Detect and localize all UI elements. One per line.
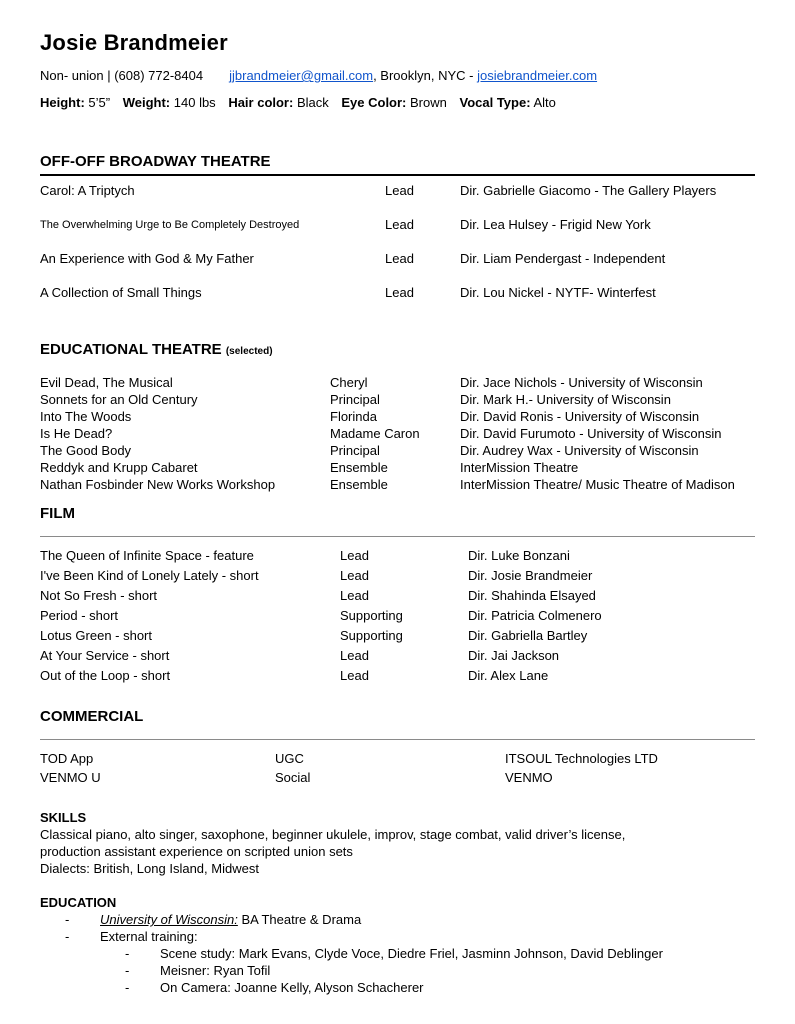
commercial-credits (40, 749, 755, 787)
director: Dir. Gabrielle Giacomo - The Gallery Players (460, 183, 717, 198)
stat-height: Height: 5’5” (40, 95, 111, 110)
credit-row (40, 626, 755, 646)
role: Principal (330, 443, 380, 458)
offoff-broadway-heading: OFF-OFF BROADWAY THEATRE (40, 153, 755, 176)
commercial-type: Social (275, 770, 311, 785)
stat-vocal-type: Vocal Type: Alto (459, 95, 556, 110)
production-title: The Queen of Infinite Space - feature (40, 548, 254, 563)
role: Cheryl (330, 375, 368, 390)
stats-line (40, 95, 755, 111)
credit-row (40, 251, 755, 267)
director: Dir. Gabriella Bartley (468, 628, 588, 643)
director: Dir. Lou Nickel - NYTF- Winterfest (460, 285, 656, 300)
skills-dialects-line: Dialects: British, Long Island, Midwest (40, 861, 259, 876)
film-credits (40, 546, 755, 686)
credit-row (40, 391, 755, 408)
film-heading: FILM (40, 505, 75, 522)
role: Lead (385, 251, 414, 266)
production-title: Sonnets for an Old Century (40, 392, 198, 407)
role: Principal (330, 392, 380, 407)
role: Lead (385, 285, 414, 300)
commercial-company: VENMO (505, 770, 553, 785)
section-commercial (40, 708, 755, 787)
skills-heading: SKILLS (40, 810, 87, 825)
production-title: Nathan Fosbinder New Works Workshop (40, 477, 276, 492)
director: Dir. Liam Pendergast - Independent (460, 251, 666, 266)
production-title: Into The Woods (40, 409, 132, 424)
commercial-title: TOD App (40, 751, 94, 766)
director: Dir. Shahinda Elsayed (468, 588, 596, 603)
director: Dir. Alex Lane (468, 668, 549, 683)
commercial-heading: COMMERCIAL (40, 708, 144, 725)
education-item-university (40, 911, 755, 928)
stat-weight: Weight: 140 lbs (122, 95, 216, 110)
production-title: An Experience with God & My Father (40, 251, 254, 266)
director: Dir. Luke Bonzani (468, 548, 570, 563)
production-title: At Your Service - short (40, 648, 170, 663)
education-item-external-training: - External training: (65, 929, 198, 944)
director: Dir. Patricia Colmenero (468, 608, 602, 623)
city-text: , Brooklyn, NYC - (373, 68, 478, 83)
heading-note: (selected) (225, 346, 273, 357)
production-title: A Collection of Small Things (40, 285, 202, 300)
credit-row (40, 476, 755, 493)
director: Dir. Jace Nichols - University of Wisconsin (460, 375, 703, 390)
film-divider (40, 536, 755, 537)
role: Lead (340, 548, 369, 563)
director: InterMission Theatre (460, 460, 579, 475)
credit-row (40, 374, 755, 391)
offoff-broadway-credits (40, 183, 755, 301)
role: Supporting (340, 628, 403, 643)
credit-row (40, 183, 755, 199)
credit-row (40, 425, 755, 442)
director: Dir. David Furumoto - University of Wisconsin (460, 426, 722, 441)
stat-hair-color: Hair color: Black (228, 95, 329, 110)
section-film (40, 505, 755, 686)
bullet-dash: - (125, 963, 130, 978)
production-title: The Good Body (40, 443, 132, 458)
role: Florinda (330, 409, 377, 424)
contact-line (40, 68, 755, 84)
section-skills (40, 809, 755, 877)
bullet-dash: - (65, 929, 70, 944)
skills-text-line: production assistant experience on scripted union sets (40, 844, 353, 859)
director: Dir. David Ronis - University of Wisconsin (460, 409, 700, 424)
director: Dir. Jai Jackson (468, 648, 560, 663)
education-heading: EDUCATION (40, 895, 117, 910)
credit-row (40, 566, 755, 586)
credit-row (40, 586, 755, 606)
section-education (40, 894, 755, 996)
commercial-company: ITSOUL Technologies LTD (505, 751, 658, 766)
production-title: I've Been Kind of Lonely Lately - short (40, 568, 259, 583)
commercial-type: UGC (275, 751, 304, 766)
credit-row (40, 442, 755, 459)
credit-row (40, 459, 755, 476)
credit-row (40, 749, 755, 768)
education-subitem-on-camera: - On Camera: Joanne Kelly, Alyson Schacherer (125, 980, 424, 995)
credit-row (40, 285, 755, 301)
education-subitem-scene-study: - Scene study: Mark Evans, Clyde Voce, Diedre Friel, Jasminn Johnson, David Deblinger (125, 946, 663, 961)
production-title: Evil Dead, The Musical (40, 375, 173, 390)
role: Ensemble (330, 460, 388, 475)
director: InterMission Theatre/ Music Theatre of Madison (460, 477, 735, 492)
role: Lead (340, 648, 369, 663)
production-title: Out of the Loop - short (40, 668, 171, 683)
role: Ensemble (330, 477, 388, 492)
skills-text-line: Classical piano, alto singer, saxophone, beginner ukulele, improv, stage combat, valid driver’s license, (40, 827, 626, 842)
credit-row (40, 546, 755, 566)
role: Lead (385, 217, 414, 232)
stat-eye-color: Eye Color: Brown (341, 95, 447, 110)
commercial-title: VENMO U (40, 770, 101, 785)
production-title: Period - short (40, 608, 119, 623)
director: Dir. Audrey Wax - University of Wisconsin (460, 443, 699, 458)
credit-row (40, 666, 755, 686)
role: Madame Caron (330, 426, 420, 441)
university-name: University of Wisconsin: (100, 912, 238, 927)
role: Lead (340, 668, 369, 683)
credit-row (40, 646, 755, 666)
union-phone-text: Non- union | (608) 772-8404 (40, 68, 204, 83)
director: Dir. Lea Hulsey - Frigid New York (460, 217, 651, 232)
bullet-dash: - (125, 946, 130, 961)
section-offoff-broadway (40, 153, 755, 301)
website-link[interactable]: josiebrandmeier.com (477, 68, 598, 83)
education-subitem-meisner: - Meisner: Ryan Tofil (125, 963, 271, 978)
production-title: Not So Fresh - short (40, 588, 158, 603)
credit-row (40, 768, 755, 787)
credit-row (40, 606, 755, 626)
commercial-divider (40, 739, 755, 740)
credit-row (40, 408, 755, 425)
production-title: Reddyk and Krupp Cabaret (40, 460, 198, 475)
educational-theatre-heading: EDUCATIONAL THEATRE (selected) (40, 341, 273, 358)
bullet-dash: - (65, 912, 70, 927)
production-title: Is He Dead? (40, 426, 113, 441)
role: Lead (340, 588, 369, 603)
role: Lead (385, 183, 414, 198)
role: Lead (340, 568, 369, 583)
degree-text: BA Theatre & Drama (237, 912, 362, 927)
name-heading: Josie Brandmeier (40, 30, 228, 55)
educational-theatre-credits (40, 374, 755, 493)
credit-row (40, 217, 755, 233)
director: Dir. Josie Brandmeier (468, 568, 593, 583)
production-title: Carol: A Triptych (40, 183, 135, 198)
role: Supporting (340, 608, 403, 623)
director: Dir. Mark H.- University of Wisconsin (460, 392, 671, 407)
production-title: Lotus Green - short (40, 628, 152, 643)
section-educational-theatre (40, 341, 755, 493)
bullet-dash: - (125, 980, 130, 995)
email-link[interactable]: jjbrandmeier@gmail.com (229, 68, 374, 83)
production-title: The Overwhelming Urge to Be Completely Destroyed (40, 219, 300, 231)
